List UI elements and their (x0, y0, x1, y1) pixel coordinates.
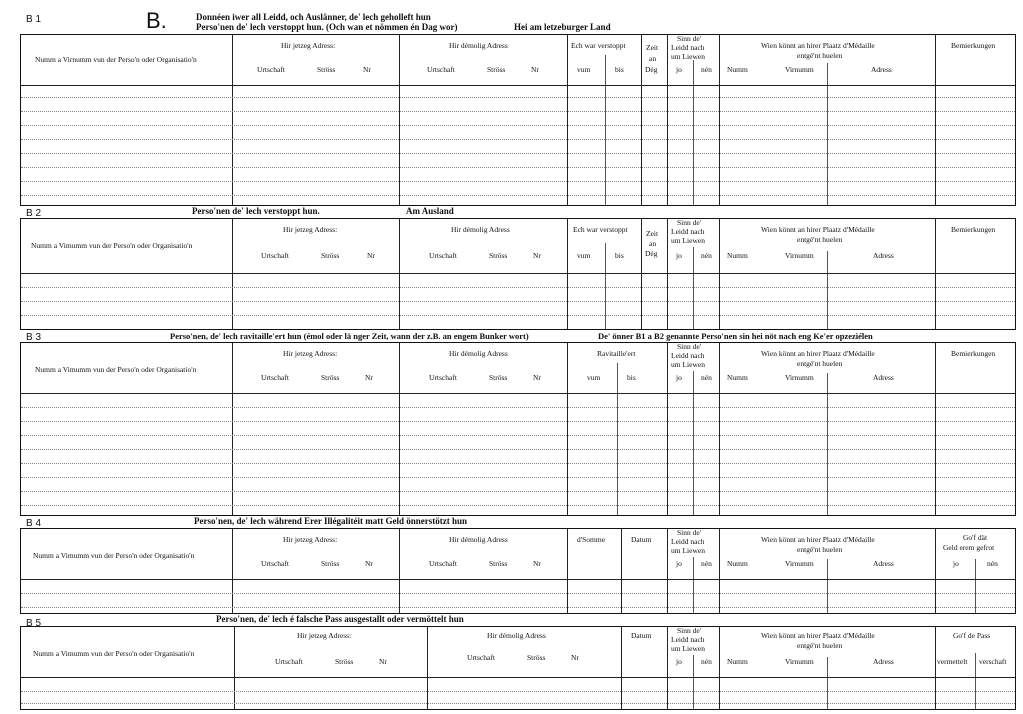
col-hidden: Ech war verstoppt (571, 41, 626, 50)
sub-yes: jo (676, 251, 682, 260)
col-remarks: Bemierkungen (951, 225, 996, 234)
col-alive-1: Sinn de' (677, 626, 702, 635)
col-former-address: Hir démolig Adress (451, 225, 510, 234)
sub-firstname: Virnumm (785, 657, 814, 666)
section-id: B 3 (26, 332, 42, 343)
col-money-2: Geld erem gefrot (943, 543, 995, 552)
sub-to: bis (627, 373, 636, 382)
col-remarks: Bemierkungen (951, 41, 996, 50)
col-supplied: Ravitaille'ert (597, 349, 636, 358)
section-b1 (20, 10, 1016, 206)
sub-place: Urtschaft (429, 373, 457, 382)
section-title: Donnéen iwer all Leidd, och Auslänner, de' lech geholleft hun (196, 12, 431, 22)
col-time-1: Zeit (646, 43, 659, 52)
sub-place: Urtschaft (429, 559, 457, 568)
sub-name: Numm (727, 65, 748, 74)
section-id: B 5 (26, 618, 42, 629)
col-medal-1: Wien könnt an hirer Plaatz d'Médaille (761, 535, 875, 544)
sub-nr: Nr (533, 373, 541, 382)
col-alive-1: Sinn de' (677, 34, 702, 43)
sub-place: Urtschaft (261, 373, 289, 382)
col-medal-2: entgé'nt huelen (797, 359, 843, 368)
col-sum: d'Somme (577, 535, 606, 544)
section-location: Am Ausland (406, 206, 454, 216)
sub-place: Urtschaft (429, 251, 457, 260)
col-alive-3: um Liewen (671, 360, 705, 369)
sub-no: nén (987, 559, 998, 568)
sub-yes: jo (953, 559, 959, 568)
col-alive-3: um Liewen (671, 546, 705, 555)
sub-street: Ströss (527, 653, 546, 662)
section-title: Perso'nen, de' lech ravitaille'ert hun (émol oder lä nger Zeit, wann der z.B. an engem Bunker wort) (170, 331, 529, 341)
sub-place: Urtschaft (261, 251, 289, 260)
sub-address: Adress (873, 373, 894, 382)
col-name: Numm a Vimumm vun der Perso'n oder Organisatio'n (31, 241, 193, 250)
col-name: Numm a Virnumm vun der Perso'n oder Organisatio'n (35, 55, 197, 64)
sub-nr: Nr (533, 559, 541, 568)
sub-address: Adress (871, 65, 892, 74)
sub-nr: Nr (365, 373, 373, 382)
col-alive-3: um Liewen (671, 52, 705, 61)
col-former-address: Hir démolig Adress (487, 631, 546, 640)
col-medal-1: Wien könnt an hirer Plaatz d'Médaille (761, 41, 875, 50)
col-remarks: Bemierkungen (951, 349, 996, 358)
sub-firstname: Virnumm (785, 559, 814, 568)
sub-no: nén (701, 251, 712, 260)
sub-from: vum (577, 251, 591, 260)
col-current-address: Hir jetzeg Adress: (283, 349, 338, 358)
sub-address: Adress (873, 559, 894, 568)
col-former-address: Hir démolig Adress (449, 535, 508, 544)
sub-street: Ströss (489, 373, 508, 382)
sub-street: Ströss (487, 65, 506, 74)
section-b5 (20, 614, 1016, 710)
table-b2 (20, 218, 1016, 330)
sub-nr: Nr (367, 251, 375, 260)
sub-place: Urtschaft (257, 65, 285, 74)
col-time-3: Dég (645, 65, 658, 74)
table-b3 (20, 342, 1016, 516)
sub-yes: jo (676, 373, 682, 382)
form-sheet (20, 10, 1016, 710)
col-current-address: Hir jetzeg Adress: (283, 535, 338, 544)
section-title: Perso'nen, de' lech é falsche Pass ausgestallt oder vermöttelt hun (216, 614, 464, 624)
sub-nr: Nr (365, 559, 373, 568)
sub-street: Ströss (489, 251, 508, 260)
col-pass: Go'f de Pass (953, 631, 991, 640)
section-b2 (20, 206, 1016, 330)
col-medal-1: Wien könnt an hirer Plaatz d'Médaille (761, 225, 875, 234)
sub-nr: Nr (533, 251, 541, 260)
col-current-address: Hir jetzeg Adress: (283, 225, 338, 234)
sub-street: Ströss (321, 559, 340, 568)
sub-from: vum (577, 65, 591, 74)
col-hidden: Ech war verstoppt (573, 225, 628, 234)
sub-name: Numm (727, 559, 748, 568)
col-medal-1: Wien könnt an hirer Plaatz d'Médaille (761, 349, 875, 358)
sub-street: Ströss (321, 251, 340, 260)
sub-no: nén (701, 373, 712, 382)
sub-no: nén (701, 657, 712, 666)
sub-nr: Nr (571, 653, 579, 662)
section-title: Perso'nen, de' lech während Erer Illégalitéit matt Geld önnerstötzt hun (194, 516, 467, 526)
sub-place: Urtschaft (275, 657, 303, 666)
col-alive-1: Sinn de' (677, 528, 702, 537)
sub-nr: Nr (531, 65, 539, 74)
sub-firstname: Virnumm (785, 251, 814, 260)
col-date: Datum (631, 631, 652, 640)
col-former-address: Hir démolig Adress (449, 41, 508, 50)
section-id: B 4 (26, 518, 42, 529)
section-location: Hei am letzeburger Land (514, 22, 611, 32)
col-date: Datum (631, 535, 652, 544)
sub-firstname: Virnumm (785, 373, 814, 382)
col-alive-3: um Liewen (671, 644, 705, 653)
col-alive-3: um Liewen (671, 236, 705, 245)
sub-place: Urtschaft (261, 559, 289, 568)
sub-yes: jo (676, 65, 682, 74)
section-subtitle: Perso'nen de' lech verstoppt hun. (Och wan et nömmen én Dag wor) (196, 22, 458, 32)
col-medal-2: entgé'nt huelen (797, 235, 843, 244)
sub-name: Numm (727, 657, 748, 666)
col-medal-2: entgé'nt huelen (797, 545, 843, 554)
sub-name: Numm (727, 373, 748, 382)
sub-nr: Nr (363, 65, 371, 74)
sub-street: Ströss (321, 373, 340, 382)
section-id: B 1 (26, 14, 42, 25)
col-time-1: Zeit (646, 229, 659, 238)
section-id: B 2 (26, 208, 42, 219)
col-alive-2: Leidd nach (671, 537, 705, 546)
col-medal-1: Wien könnt an hirer Plaatz d'Médaille (761, 631, 875, 640)
sub-to: bis (615, 251, 624, 260)
section-title: Perso'nen de' lech verstoppt hun. (192, 206, 320, 216)
col-time-2: an (649, 54, 657, 63)
sub-no: nén (701, 559, 712, 568)
col-time-3: Dég (645, 249, 658, 258)
col-current-address: Hir jetzeg Adress: (297, 631, 352, 640)
col-alive-2: Leidd nach (671, 227, 705, 236)
col-money-1: Go'f dät (963, 533, 988, 542)
sub-nr: Nr (379, 657, 387, 666)
table-b4 (20, 528, 1016, 614)
col-alive-2: Leidd nach (671, 351, 705, 360)
section-letter: B. (146, 8, 167, 33)
section-b3 (20, 330, 1016, 516)
sub-street: Ströss (489, 559, 508, 568)
col-name: Numm a Vimumm vun der Perso'n oder Organisatio'n (35, 365, 197, 374)
sub-from: vum (587, 373, 601, 382)
col-alive-1: Sinn de' (677, 342, 702, 351)
col-medal-2: entgé'nt huelen (797, 51, 843, 60)
sub-yes: jo (676, 657, 682, 666)
section-note: De' önner B1 a B2 genannte Perso'nen sin hei nöt nach eng Ke'er opzeziélen (598, 331, 873, 341)
sub-place: Urtschaft (427, 65, 455, 74)
sub-address: Adress (873, 251, 894, 260)
sub-street: Ströss (317, 65, 336, 74)
sub-address: Adress (873, 657, 894, 666)
sub-name: Numm (727, 251, 748, 260)
sub-firstname: Virnumm (785, 65, 814, 74)
section-b4 (20, 516, 1016, 614)
sub-no: nén (701, 65, 712, 74)
sub-issued: vermettelt (937, 657, 968, 666)
col-name: Numm a Vimumm vun der Perso'n oder Organisatio'n (33, 551, 195, 560)
table-b5 (20, 626, 1016, 710)
col-name: Numm a Vimumm vun der Perso'n oder Organisatio'n (33, 649, 195, 658)
col-former-address: Hir démolig Adress (449, 349, 508, 358)
col-alive-2: Leidd nach (671, 43, 705, 52)
col-time-2: an (649, 239, 657, 248)
sub-to: bis (615, 65, 624, 74)
sub-street: Ströss (335, 657, 354, 666)
sub-yes: jo (676, 559, 682, 568)
col-medal-2: entgé'nt huelen (797, 641, 843, 650)
sub-made: verschaft (979, 657, 1007, 666)
col-alive-2: Leidd nach (671, 635, 705, 644)
sub-place: Urtschaft (467, 653, 495, 662)
col-alive-1: Sinn de' (677, 218, 702, 227)
table-b1 (20, 34, 1016, 206)
col-current-address: Hir jetzeg Adress: (281, 41, 336, 50)
